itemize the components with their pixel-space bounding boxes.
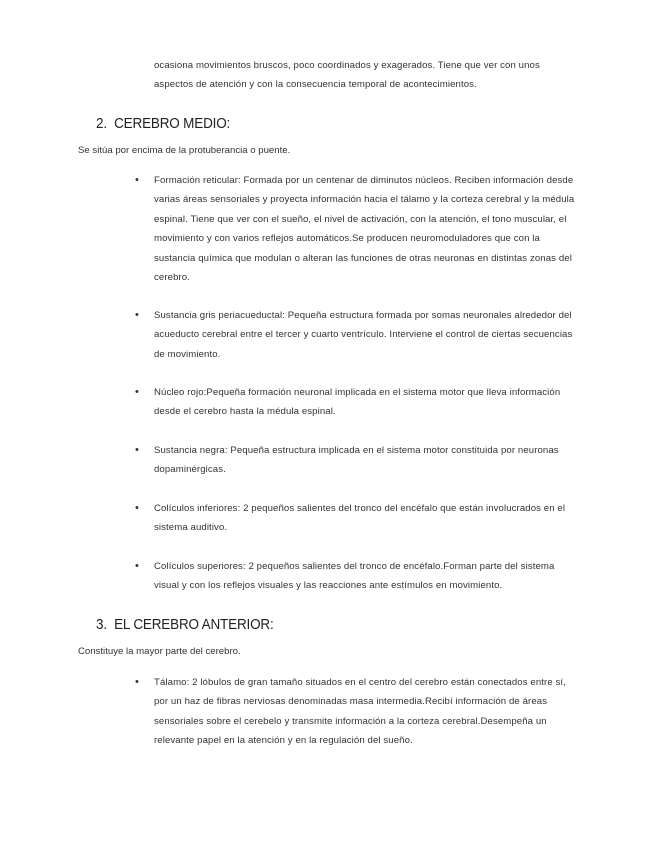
section-heading-cerebro-anterior (96, 616, 274, 633)
list-item: • Núcleo rojo:Pequeña formación neuronal implicada en el sistema motor que lleva información desde el cerebro hasta la médula espinal. (154, 383, 578, 422)
section-number: 2. (96, 115, 107, 132)
list-item: • Formación reticular: Formada por un centenar de diminutos núcleos. Reciben información desde varias áreas sensoriales y proyecta información hacia el tálamo y la corteza cerebral y la médula espinal. Tiene que ver con el sueño, el nivel de activación, con la atención, el tono muscular, el movimiento y con varios reflejos automáticos.Se producen neuromoduladores que con la sustancia química que modulan o alteran las funciones de otras neuronas en distintas zonas del cerebro. (154, 171, 578, 287)
list-item: • Sustancia gris periacueductal: Pequeña estructura formada por somas neuronales alrededor del acueducto cerebral entre el tercer y cuarto ventrículo. Interviene el control de ciertas secuencias de movimiento. (154, 306, 578, 364)
section-heading-cerebro-medio (96, 115, 230, 132)
section-intro: Constituye la mayor parte del cerebro. (78, 646, 241, 657)
section-title: EL CEREBRO ANTERIOR: (114, 616, 274, 633)
list-item: • Colículos inferiores: 2 pequeños salientes del tronco del encéfalo que están involucrados en el sistema auditivo. (154, 499, 578, 538)
list-item: • Colículos superiores: 2 pequeños salientes del tronco de encéfalo.Forman parte del sistema visual y con los reflejos visuales y las reacciones ante estímulos en movimiento. (154, 557, 578, 596)
section-intro: Se sitúa por encima de la protuberancia o puente. (78, 145, 291, 156)
section-number: 3. (96, 616, 107, 633)
continuation-paragraph: ocasiona movimientos bruscos, poco coordinados y exagerados. Tiene que ver con unos aspectos de atención y con la consecuencia temporal de acontecimientos. (154, 60, 540, 91)
list-item: • Sustancia negra: Pequeña estructura implicada en el sistema motor constituida por neuronas dopaminérgicas. (154, 441, 578, 480)
section-title: CEREBRO MEDIO: (114, 115, 231, 132)
list-item: • Tálamo: 2 lóbulos de gran tamaño situados en el centro del cerebro están conectados entre sí, por un haz de fibras nerviosas denominadas masa intermedia.Recibí información de áreas sensoriales sobre el cerebelo y transmite información a la corteza cerebral.Desempeña un relevante papel en la atención y en la regulación del sueño. (154, 673, 578, 751)
